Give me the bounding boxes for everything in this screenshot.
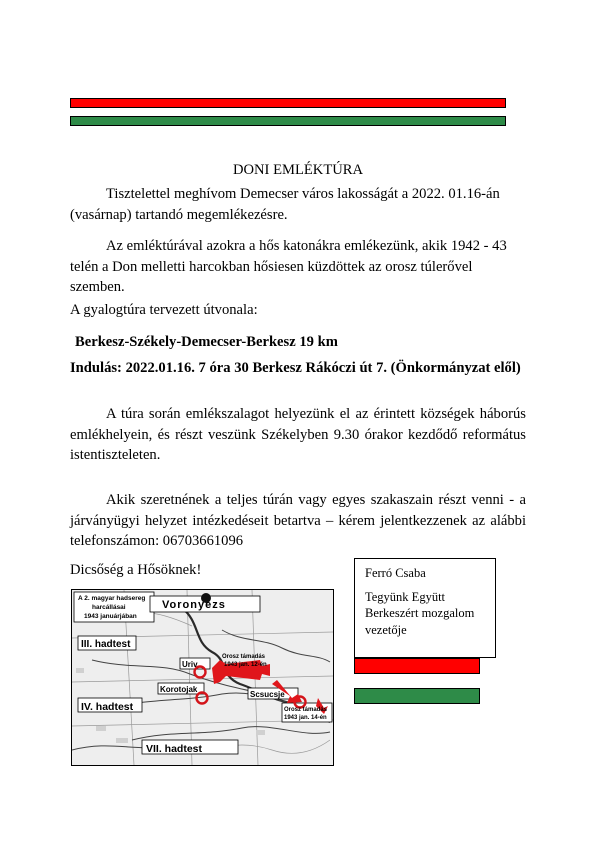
signature-role: vezetője [365,622,407,637]
document-title: DONI EMLÉKTÚRA [232,162,364,178]
paragraph-remembrance: Az emléktúrával azokra a hős katonákra emlékezünk, akik 1942 - 43 telén a Don melletti harcokban hősiesen küzdöttek az orosz túlerővel szemben. [70,238,507,295]
map-label-korotojak: Korotojak [160,685,198,694]
route-label: A gyalogtúra tervezett útvonala: [70,302,258,318]
map-label-uriv: Uriv [182,660,198,669]
signature-box [354,558,496,658]
map-attack1-line1: Orosz támadás [222,654,266,660]
map-image [72,590,333,765]
map-label-corps-4: IV. hadtest [81,701,134,713]
map-label-voronezh: Voronyezs [162,599,226,611]
paragraph-registration: Akik szeretnének a teljes túrán vagy egyes szakaszain részt venni - a járványügyi helyzet intézkedéseit betartva – kérem jelentkezzenek az alábbi telefonszámon: 06703661096 [70,492,526,549]
map-label-corps-7: VII. hadtest [146,743,203,755]
map-caption-line3: 1943 januárjában [84,613,137,620]
map-attack2-line2: 1943 jan. 14-én [284,715,327,721]
map-caption-line2: harcállásai [92,604,126,611]
map-attack2-line1: Orosz támadás [284,707,328,713]
historical-map [71,589,334,766]
paragraph-invitation: Tisztelettel meghívom Demecser város lakosságát a 2022. 01.16-án (vasárnap) tartandó megemlékezésre. [70,186,500,223]
map-attack1-line2: 1943 jan. 12-én [224,662,267,668]
flag-stripe-green [70,116,506,126]
map-label-corps-3: III. hadtest [81,639,131,650]
route-text: Berkesz-Székely-Demecser-Berkesz 19 km [75,334,338,350]
signature-org-line2: Berkeszért mozgalom [365,606,475,620]
signature-name: Ferró Csaba [365,566,426,580]
flag-stripe-red [70,98,506,108]
small-flag-green [354,688,480,704]
paragraph-tour-details: A túra során emlékszalagot helyezünk el az érintett községek háborús emlékhelyein, és részt veszünk Székelyben 9.30 órakor kezdődő református istentiszteleten. [70,406,526,463]
closing-text: Dicsőség a Hősöknek! [70,562,202,578]
map-label-scsucsje: Scsucsje [250,690,285,699]
map-caption-line1: A 2. magyar hadsereg [78,595,146,602]
departure-text: Indulás: 2022.01.16. 7 óra 30 Berkesz Rákóczi út 7. (Önkormányzat elől) [70,360,521,376]
small-flag-red [354,658,480,674]
signature-org-line1: Tegyünk Együtt [365,589,446,604]
